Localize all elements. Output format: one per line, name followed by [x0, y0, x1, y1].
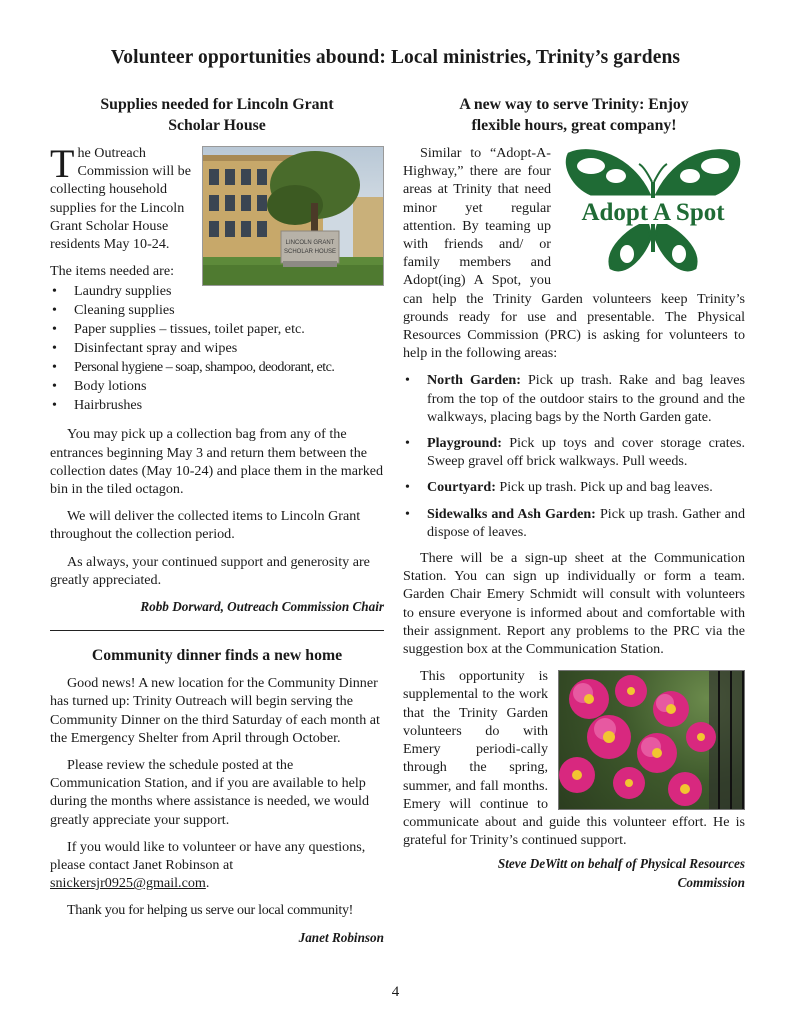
list-item — [403, 505, 745, 541]
dinner-paragraph: Please review the schedule posted at the Communication Station, and if you are available to help during the months where assistance is needed, we would greatly appreciate your support. — [50, 757, 369, 828]
supplies-list — [50, 282, 384, 415]
right-column — [403, 94, 745, 892]
photo-sign-line1: LINCOLN GRANT — [285, 240, 335, 246]
supplies-paragraph: You may pick up a collection bag from any of the entrances beginning May 3 and return them between the collection dates (May 10-24) and place them in the marked bin in the tiled octagon. — [50, 426, 384, 498]
dinner-paragraph — [50, 838, 384, 893]
supplies-heading — [50, 94, 384, 136]
scholar-house-photo — [202, 146, 384, 286]
items-lead: The items needed are: — [50, 263, 175, 280]
area-text: Pick up trash. Rake and bag leaves from the top of the outdoor stairs to the ground and the walkways, placing bags by the North Garden gate. — [427, 372, 745, 425]
area-name: Playground: — [427, 435, 502, 452]
list-item — [403, 434, 745, 470]
area-text: Pick up trash. Pick up and bag leaves. — [495, 479, 713, 496]
supplies-article — [50, 94, 384, 616]
page-title: Volunteer opportunities abound: Local ministries, Trinity’s gardens — [110, 47, 681, 68]
dinner-signature: Janet Robinson — [298, 929, 384, 945]
list-item: • Hairbrushes — [50, 396, 384, 415]
adopt-heading-line2: flexible hours, great company! — [471, 117, 677, 134]
email-link[interactable]: snickersjr0925@gmail.com — [50, 875, 206, 892]
adopt-intro: Similar to “Adopt-A-Highway,” there are four areas at Trinity that need minor yet regular attention. By teaming up with friends and/ or family members and Adopt(ing) A Spot, you can help the Trinity Garden volunteers keep Trinity’s grounds ready for use and presentable. The Physical Resources Commission (PRC) is asking for volunteers to help in the following areas: — [403, 145, 745, 362]
building-illustration — [203, 147, 384, 286]
page-number: 4 — [391, 984, 400, 1000]
area-text: Pick up toys and cover storage crates. Sweep gravel off brick walkways. Pull weeds. — [427, 435, 745, 470]
area-text: Pick up trash. Gather and dispose of leaves. — [427, 505, 746, 540]
area-name: Courtyard: — [427, 479, 496, 496]
list-item — [403, 371, 745, 426]
supplies-paragraph: As always, your continued support and generosity are greatly appreciated. — [50, 553, 370, 588]
adopt-a-spot-logo — [561, 146, 745, 276]
dinner-article — [50, 645, 384, 947]
adopt-heading — [403, 94, 745, 136]
section-divider — [50, 630, 384, 631]
flowers-illustration — [559, 671, 745, 810]
flowers-photo — [558, 670, 745, 810]
supplies-signature: Robb Dorward, Outreach Commission Chair — [140, 599, 384, 615]
list-item: • Disinfectant spray and wipes — [50, 339, 384, 358]
list-item: • Cleaning supplies — [50, 301, 384, 320]
dinner-thanks: Thank you for helping us serve our local community! — [67, 902, 354, 919]
adopt-signature-line2: Commission — [677, 874, 745, 890]
areas-list — [403, 371, 745, 541]
list-item — [403, 478, 745, 496]
supplies-heading-line2: Scholar House — [168, 117, 266, 134]
list-item: • Paper supplies – tissues, toilet paper, etc. — [50, 320, 384, 339]
left-column — [50, 94, 384, 947]
drop-cap: T — [50, 141, 75, 186]
signup-paragraph: There will be a sign-up sheet at the Communication Station. You can sign up individually or form a team. Garden Chair Emery Schmidt will consult with volunteers to ensure everyone is informed about and comfortable with their assignment. Report any problems to the PRC via the suggestion box at the Communication Station. — [403, 550, 745, 658]
adopt-signature — [403, 855, 745, 891]
dinner-heading: Community dinner finds a new home — [91, 647, 343, 665]
area-name: Sidewalks and Ash Garden: — [427, 505, 596, 522]
adopt-heading-line1: A new way to serve Trinity: Enjoy — [459, 96, 689, 113]
logo-text: Adopt A Spot — [581, 199, 725, 226]
list-item: • Personal hygiene – soap, shampoo, deodorant, etc. — [50, 358, 384, 377]
area-name: North Garden: — [427, 372, 521, 389]
list-item: • Body lotions — [50, 377, 384, 396]
dinner-paragraph: Good news! A new location for the Community Dinner has turned up: Trinity Outreach will begin serving the Community Dinner on the third Saturday of each month at the Emergency Shelter from April through October. — [50, 675, 380, 746]
supplies-heading-line1: Supplies needed for Lincoln Grant — [100, 96, 334, 113]
contact-text: If you would like to volunteer or have any questions, please contact Janet Robinson at — [50, 838, 366, 874]
adopt-signature-line1: Steve DeWitt on behalf of Physical Resources — [497, 856, 745, 872]
list-item: • Laundry supplies — [50, 282, 384, 301]
supplies-intro-text: he Outreach Commission will be collecting household supplies for the Lincoln Grant Scholar House residents May 10-24. — [50, 145, 191, 253]
photo-sign-line2: SCHOLAR HOUSE — [283, 249, 337, 255]
butterfly-icon — [561, 146, 745, 276]
contact-text-end: . — [205, 875, 210, 892]
supplies-paragraph: We will deliver the collected items to Lincoln Grant throughout the collection period. — [50, 508, 361, 543]
opportunity-paragraph: This opportunity is supplemental to the work that the Trinity Garden volunteers do with Emery periodi-cally through the spring, summer, and fall months. Emery will continue to communicate about and guide this volunteer effort. He is grateful for Trinity’s continued support. — [403, 668, 745, 849]
